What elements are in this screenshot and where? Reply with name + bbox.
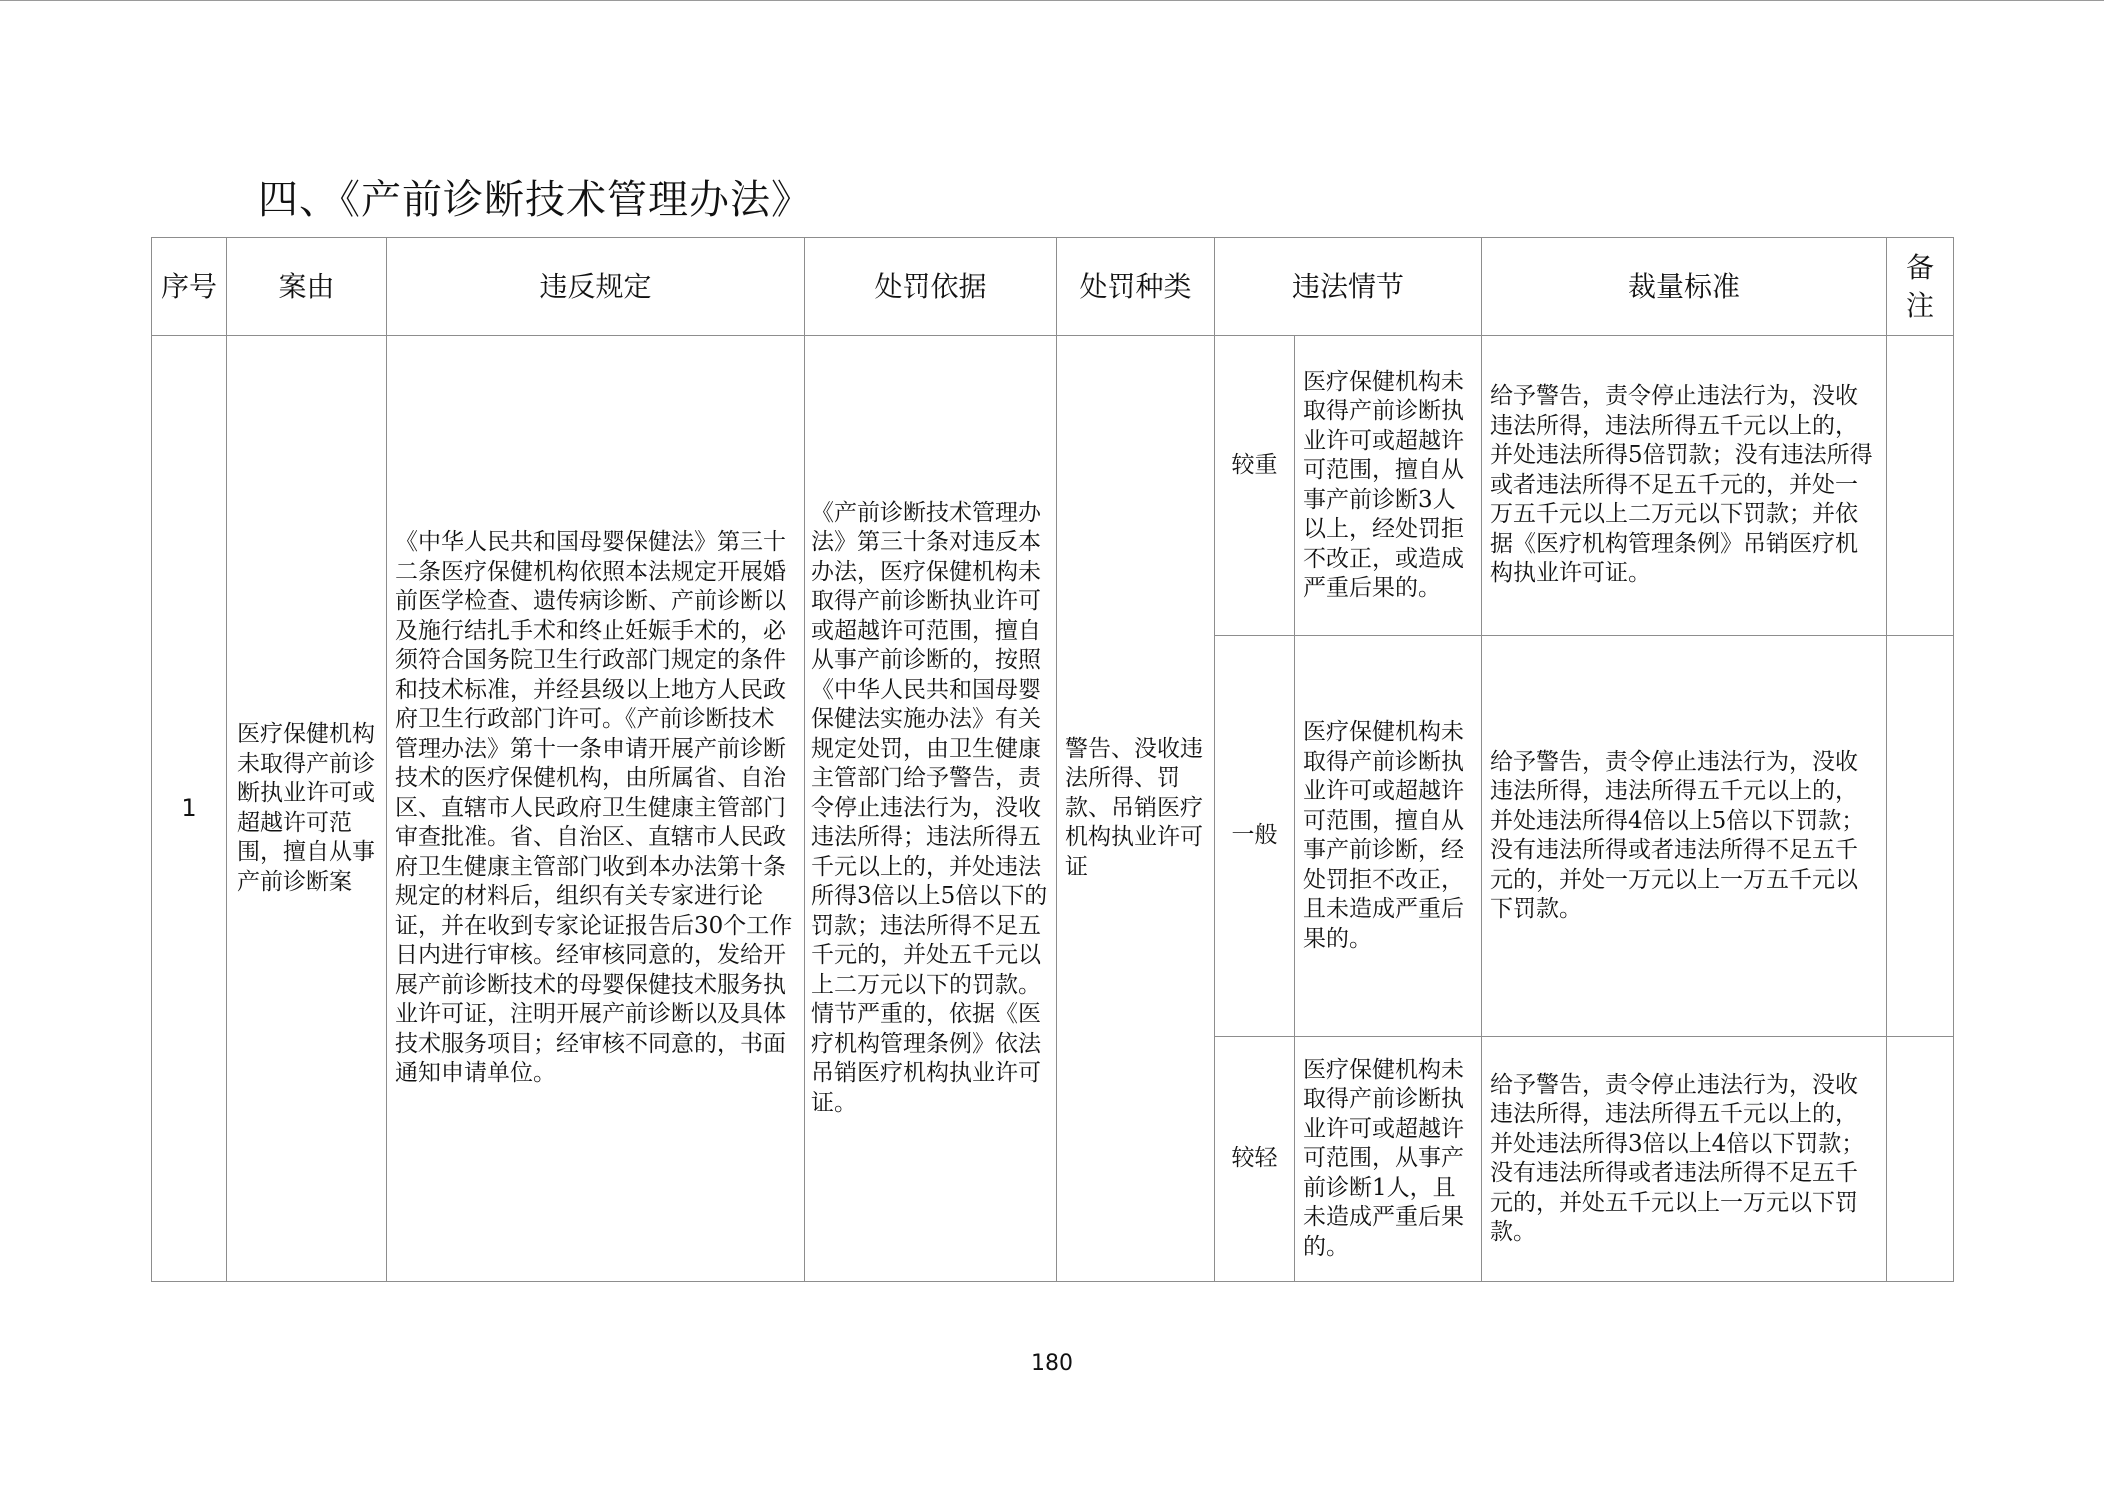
- header-penalty-type: 处罚种类: [1057, 238, 1215, 336]
- header-violation: 违反规定: [387, 238, 805, 336]
- standard-general: 给予警告，责令停止违法行为，没收违法所得，违法所得五千元以上的，并处违法所得4倍以上5倍以下罚款；没有违法所得或者违法所得不足五千元的，并处一万元以上一万五千元以下罚款。: [1482, 636, 1887, 1037]
- row-violation: 《中华人民共和国母婴保健法》第三十二条医疗保健机构依照本法规定开展婚前医学检查、遗传病诊断、产前诊断以及施行结扎手术和终止妊娠手术的，必须符合国务院卫生行政部门规定的条件和技术标准，并经县级以上地方人民政府卫生行政部门许可。《产前诊断技术管理办法》第十一条申请开展产前诊断技术的医疗保健机构，由所属省、自治区、直辖市人民政府卫生健康主管部门审查批准。省、自治区、直辖市人民政府卫生健康主管部门收到本办法第十条规定的材料后，组织有关专家进行论证，并在收到专家论证报告后30个工作日内进行审核。经审核同意的，发给开展产前诊断技术的母婴保健技术服务执业许可证，注明开展产前诊断以及具体技术服务项目；经审核不同意的，书面通知申请单位。: [387, 336, 805, 1282]
- header-circumstances: 违法情节: [1215, 238, 1482, 336]
- row-number: 1: [152, 336, 227, 1282]
- note-general: [1887, 636, 1954, 1037]
- standard-minor: 给予警告，责令停止违法行为，没收违法所得，违法所得五千元以上的，并处违法所得3倍以上4倍以下罚款；没有违法所得或者违法所得不足五千元的，并处五千元以上一万元以下罚款。: [1482, 1037, 1887, 1282]
- circumstance-level-severe: 较重: [1215, 336, 1295, 636]
- row-penalty-type: 警告、没收违法所得、罚款、吊销医疗机构执业许可证: [1057, 336, 1215, 1282]
- circumstance-description-minor: 医疗保健机构未取得产前诊断执业许可或超越许可范围，从事产前诊断1人，且未造成严重后果的。: [1295, 1037, 1482, 1282]
- header-cause: 案由: [227, 238, 387, 336]
- penalty-table: [151, 237, 1954, 1282]
- table-row: [152, 336, 1954, 636]
- table-header-row: [152, 238, 1954, 336]
- circumstance-description-severe: 医疗保健机构未取得产前诊断执业许可或超越许可范围，擅自从事产前诊断3人以上，经处罚拒不改正，或造成严重后果的。: [1295, 336, 1482, 636]
- note-minor: [1887, 1037, 1954, 1282]
- header-basis: 处罚依据: [805, 238, 1057, 336]
- top-border-line: [0, 0, 2104, 1]
- header-standard: 裁量标准: [1482, 238, 1887, 336]
- circumstance-level-general: 一般: [1215, 636, 1295, 1037]
- page-number: 180: [1031, 1351, 1073, 1376]
- standard-severe: 给予警告，责令停止违法行为，没收违法所得，违法所得五千元以上的，并处违法所得5倍罚款；没有违法所得或者违法所得不足五千元的，并处一万五千元以上二万元以下罚款；并依据《医疗机构管理条例》吊销医疗机构执业许可证。: [1482, 336, 1887, 636]
- section-title: 四、《产前诊断技术管理办法》: [258, 177, 812, 223]
- row-basis: 《产前诊断技术管理办法》第三十条对违反本办法，医疗保健机构未取得产前诊断执业许可或超越许可范围，擅自从事产前诊断的，按照《中华人民共和国母婴保健法实施办法》有关规定处罚，由卫生健康主管部门给予警告，责令停止违法行为，没收违法所得；违法所得五千元以上的，并处违法所得3倍以上5倍以下的罚款；违法所得不足五千元的，并处五千元以上二万元以下的罚款。情节严重的，依据《医疗机构管理条例》依法吊销医疗机构执业许可证。: [805, 336, 1057, 1282]
- header-number: 序号: [152, 238, 227, 336]
- circumstance-level-minor: 较轻: [1215, 1037, 1295, 1282]
- note-severe: [1887, 336, 1954, 636]
- circumstance-description-general: 医疗保健机构未取得产前诊断执业许可或超越许可范围，擅自从事产前诊断，经处罚拒不改正，且未造成严重后果的。: [1295, 636, 1482, 1037]
- row-cause: 医疗保健机构未取得产前诊断执业许可或超越许可范围，擅自从事产前诊断案: [227, 336, 387, 1282]
- header-note: 备注: [1887, 238, 1954, 336]
